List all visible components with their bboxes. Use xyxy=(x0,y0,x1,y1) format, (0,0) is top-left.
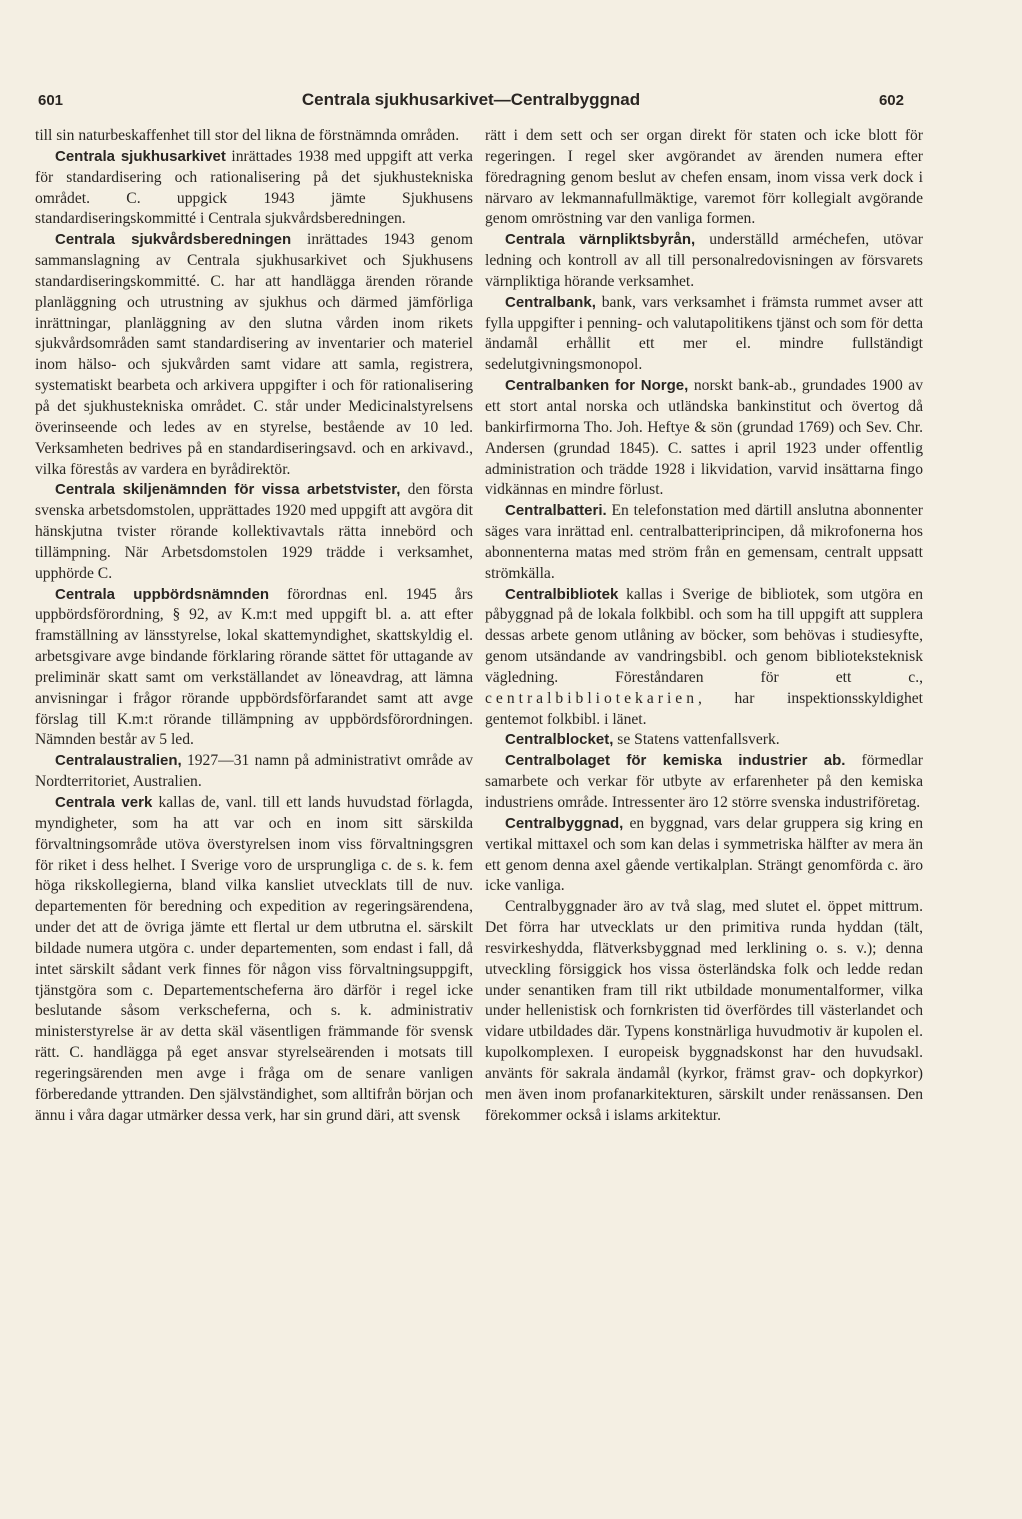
article-entry: Centrala uppbördsnämnden förordnas enl. 1945 års uppbördsförordning, § 92, av K.m:t med uppgift bl. a. att efter framställning av länsstyrelse, lokal skattemyndighet, skattskyldig el. arbetsgivare avge bindande förklaring rörande sättet för uttagande av preliminär skatt samt om verkställandet av löneavdrag, att lämna anvisningar i frågor rörande uppbördsförfarandet samt att avge förslag till K.m:t rörande tillämpning av uppbördsförordningen. Nämnden består av 5 led. xyxy=(35,585,473,749)
article-entry: Centralblocket, se Statens vattenfallsverk. xyxy=(505,731,780,749)
entry-headword: Centrala värnpliktsbyrån, xyxy=(505,231,696,249)
article-entry: Centralbibliotek kallas i Sverige de bibliotek, som utgöra en påbyggnad på de lokala folkbibl. och som ha till uppgift att supplera dessas arbete genom utlåning av böcker, som behövas i studiesyfte, genom utsändande av vandringsbibl. och genom biblioteksteknisk vägledning. Föreståndaren för ett c., centralbibliotekarien, har inspektionsskyldighet gentemot folkbibl. i länet. xyxy=(485,585,923,728)
entry-headword: Centrala sjukhusarkivet xyxy=(55,147,226,165)
article-entry: Centralaustralien, 1927—31 namn på administrativt område av Nordterritoriet, Australien. xyxy=(35,752,473,791)
entry-headword: Centrala uppbördsnämnden xyxy=(55,585,270,603)
entry-headword: Centralbatteri. xyxy=(505,502,607,520)
entry-headword: Centrala sjukvårdsberedningen xyxy=(55,231,292,249)
article-entry: Centralbyggnader äro av två slag, med slutet el. öppet mittrum. Det förra har utvecklats ur den primitiva runda hyddan (tält, resvirkeshydda, flätverksbyggnad med lerklining o. s. v.); denna utveckling försiggick hos vissa österländska folk och ledde redan under senantiken fram till rikt utbildade monumentalformer, vilka under hellenistisk och fornkristen tid överfördes till västerlandet och vidare utbildades där. Typens konstnärliga huvudmotiv är kupolen el. kupolkomplexen. I europeisk byggnadskonst har den huvudsakl. använts för sakrala ändamål (kyrkor, främst grav- och dopkyrkor) men även inom profanarkitekturen, särskilt under renässansen. Den förekommer också i islams arkitektur. xyxy=(485,898,923,1124)
article-entry: Centrala verk kallas de, vanl. till ett lands huvudstad förlagda, myndigheter, som ha att var och en inom sitt särskilda förvaltningsområde utöva överstyrelsen inom viss förvaltningsgren för riket i dess helhet. I Sverige voro de ursprungliga c. de s. k. fem höga rikskollegierna, bland vilka kansliet utvecklats till de nuv. departementen för beredning och expedition av regeringsärendena, under det att de övriga jämte ett flertal ur dem utbrutna el. särskilt bildade numera utgöra c. under departementen, som endast i fall, då intet särskilt sådant verk finnes för någon viss förvaltningsuppgift, tjänstgöra som c. Departementscheferna äro därför i regel icke beslutande såsom verkscheferna, och s. k. administrativ ministerstyrelse är av detta skäl väsentligen främmande för svensk rätt. C. handlägga på eget ansvar styrelseärenden i motsats till regeringsärenden men avge i fråga om de senare vanligen förberedande yttranden. Den självständighet, som alltifrån början och ännu i våra dagar utmärker dessa verk, har sin grund däri, att svensk xyxy=(35,794,473,1124)
left-page-number: 601 xyxy=(38,92,64,109)
entry-headword: Centralbolaget för kemiska industrier ab. xyxy=(505,752,846,770)
right-page-number: 602 xyxy=(878,92,904,109)
entry-headword: Centralbanken for Norge, xyxy=(505,377,689,395)
article-entry: Centralbatteri. En telefonstation med därtill anslutna abonnenter säges vara inrättad enl. centralbatteriprincipen, då mikrofonerna hos abonnenterna matas med ström från en gemensam, centralt uppsatt strömkälla. xyxy=(485,502,923,582)
entry-headword: Centralbank, xyxy=(505,293,596,311)
article-entry: Centralbyggnad, en byggnad, vars delar gruppera sig kring en vertikal mittaxel och som kan delas i symmetriska hälfter av mera än ett genom denna axel gående vertikalplan. Strängt genomförda c. äro icke vanliga. xyxy=(485,814,923,895)
right-column xyxy=(485,126,923,1127)
page-header xyxy=(38,90,904,116)
article-entry: Centrala sjukvårdsberedningen inrättades 1943 genom sammanslagning av Centrala sjukhusarkivet och Sjukhusens standardiseringskommitté. C. har att handlägga ärenden rörande planläggning och utrustning av sjukhus och därmed jämförliga inrättningar, planläggning av den slutna vården inom rikets sjukvårdsområden samt standardisering av inventarier och materiel inom hälso- och sjukvården samt vidare att samla, registrera, systematiskt bearbeta och arkivera uppgifter i och för rationalisering på det sjukhustekniska området. C. står under Medicinalstyrelsens överinseende och ledes av en styrelse, bestående av 10 led. Verksamheten bedrives på en standardiseringsavd. och en arkivavd., vilka förestås av vardera en byrådirektör. xyxy=(35,231,473,478)
article-entry: Centrala skiljenämnden för vissa arbetstvister, den första svenska arbetsdomstolen, upprättades 1920 med uppgift att avgöra dit hänskjutna tvister rörande kollektivavtals rätta innebörd och tillämpning. När Arbetsdomstolen 1929 trädde i verksamhet, upphörde C. xyxy=(35,481,473,582)
article-entry: Centralbanken for Norge, norskt bank-ab., grundades 1900 av ett stort antal norska och utländska bankinstitut och övertog då bankirfirmorna Tho. Joh. Heftye & sön (grundad 1769) och Sev. Chr. Andersen (grundad 1845). C. sattes i april 1923 under offentlig administration och trädde 1928 i likvidation, varvid insättarna fingo vidkännas en mindre förlust. xyxy=(485,377,923,499)
article-entry: Centralbolaget för kemiska industrier ab. förmedlar samarbete och verkar för utbyte av erfarenheter på den kemiska industriens område. Intressenter äro 12 större svenska industriföretag. xyxy=(485,752,924,811)
article-entry: Centralbank, bank, vars verksamhet i främsta rummet avser att fylla uppgifter i penning- och valutapolitikens tjänst och som för detta ändamål erhållit ett mer el. mindre fullständigt sedelutgivningsmonopol. xyxy=(485,293,923,374)
article-entry: till sin naturbeskaffenhet till stor del likna de förstnämnda områden. xyxy=(35,127,460,144)
spaced-term: centralbibliotekarien xyxy=(485,689,699,707)
article-entry: Centrala värnpliktsbyrån, underställd arméchefen, utövar ledning och kontroll av all till personalredovisningen av försvarets värnpliktiga hörande verksamhet. xyxy=(485,231,923,290)
entry-headword: Centrala verk xyxy=(55,794,153,811)
entry-headword: Centralbibliotek xyxy=(505,585,619,603)
running-title: Centrala sjukhusarkivet—Centralbyggnad xyxy=(301,90,641,109)
entry-headword: Centralbyggnad, xyxy=(505,814,624,832)
entry-headword: Centralblocket, xyxy=(505,731,614,749)
left-column xyxy=(35,126,473,1127)
article-entry: rätt i dem sett och ser organ direkt för staten och icke blott för regeringen. I regel sker avgörandet av ärenden numera efter föredragning genom beslut av chefen ensam, inom vissa verk dock i närvaro av lekmannafullmäktige, varemot förr kollegialt avgörande genom omröstning var den vanliga formen. xyxy=(485,127,923,228)
article-entry: Centrala sjukhusarkivet inrättades 1938 med uppgift att verka för standardisering och rationalisering på det sjukhustekniska området. C. uppgick 1943 jämte Sjukhusens standardiseringskommitté i Centrala sjukvårdsberedningen. xyxy=(35,147,473,228)
entry-headword: Centralaustralien, xyxy=(55,752,182,770)
entry-headword: Centrala skiljenämnden för vissa arbetstvister, xyxy=(55,481,401,499)
